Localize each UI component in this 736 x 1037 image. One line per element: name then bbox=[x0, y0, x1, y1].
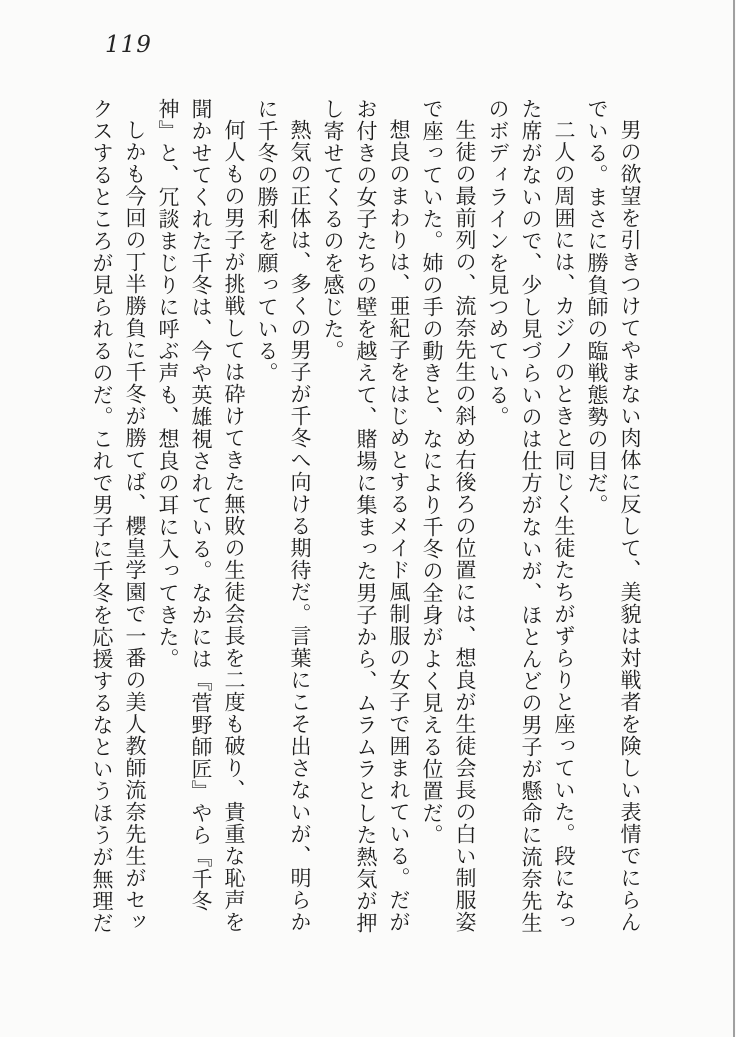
paragraph-6: 何人もの男子が挑戦しては砕けてきた無敗の生徒会長を二度も破り、貴重な恥声を聞かせてくれた千冬は、今や英雄視されている。なかには『菅野師匠』やら『千冬神』と、冗談まじりに呼ぶ声も、想良の耳に入ってきた。 bbox=[156, 98, 246, 933]
paragraph-2: 二人の周囲には、カジノのときと同じく生徒たちがずらりと座っていた。段になった席がないので、少し見づらいのは仕方がないが、ほとんどの男子が懸命に流奈先生のボディラインを見つめている。 bbox=[486, 98, 576, 934]
text-body bbox=[85, 98, 646, 938]
paragraph-4: 想良のまわりは、亜紀子をはじめとするメイド風制服の女子で囲まれている。だがお付きの女子たちの壁を越えて、賭場に集まった男子から、ムラムラとした熱気が押し寄せてくるのを感じた。 bbox=[321, 98, 411, 934]
paragraph-3: 生徒の最前列の、流奈先生の斜め右後ろの位置には、想良が生徒会長の白い制服姿で座っていた。姉の手の動きと、なにより千冬の全身がよく見える位置だ。 bbox=[420, 98, 477, 933]
page-number: 119 bbox=[105, 32, 152, 58]
paragraph-7: しかも今回の丁半勝負に千冬が勝てば、櫻皇学園で一番の美人教師流奈先生がセックスするところが見られるのだ。これで男子に千冬を応援するなというほうが無理だ bbox=[90, 98, 147, 934]
paragraph-1: 男の欲望を引きつけてやまない肉体に反して、美貌は対戦者を険しい表情でにらんでいる。まさに勝負師の臨戦態勢の目だ。 bbox=[585, 98, 642, 933]
paragraph-5: 熱気の正体は、多くの男子が千冬へ向ける期待だ。言葉にこそ出さないが、明らかに千冬の勝利を願っている。 bbox=[255, 98, 312, 933]
page-edge-line bbox=[733, 0, 735, 1037]
